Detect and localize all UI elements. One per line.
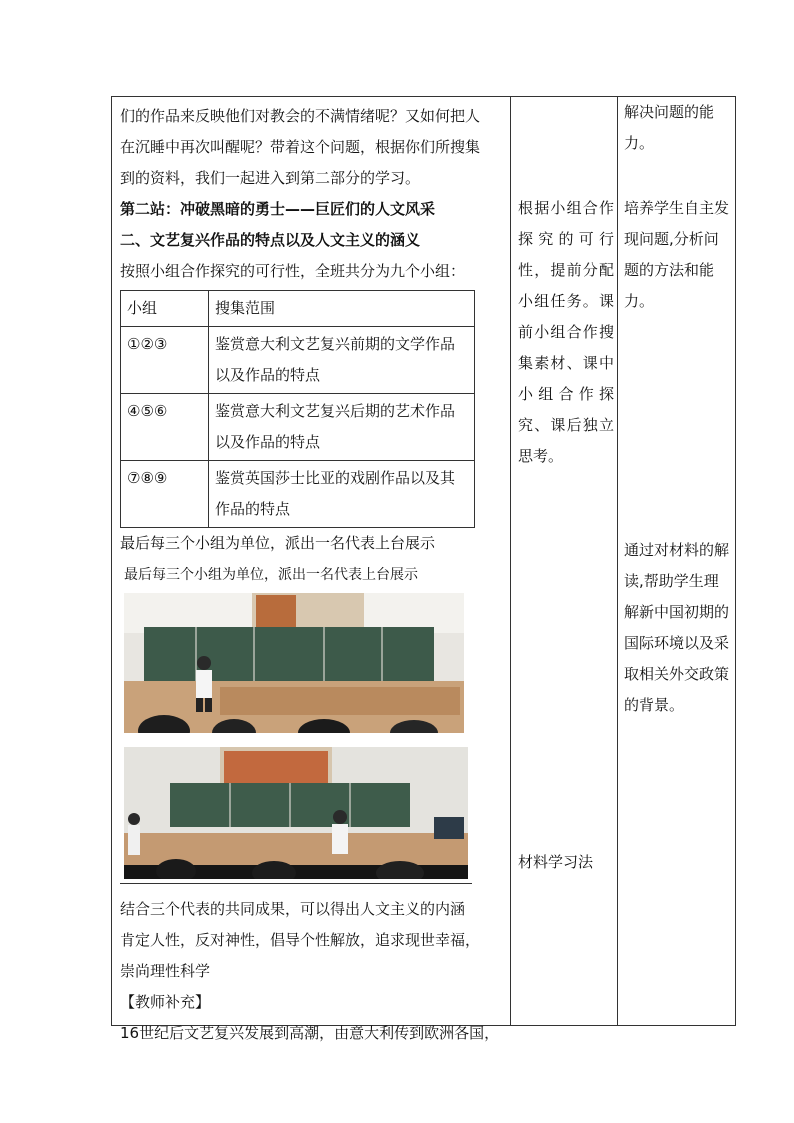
group-cell: ④⑤⑥ — [121, 394, 209, 461]
header-group: 小组 — [121, 291, 209, 327]
summary-line-3: 崇尚理性科学 — [120, 962, 211, 980]
last-line: 16世纪后文艺复兴发展到高潮，由意大利传到欧洲各国， — [120, 1024, 500, 1042]
station-title: 第二站：冲破黑暗的勇士——巨匠们的人文风采 — [120, 200, 436, 218]
classroom-photo-2 — [124, 747, 468, 879]
scope-cell: 鉴赏英国莎士比亚的戏剧作品以及其作品的特点 — [209, 461, 475, 528]
goal-text-1: 培养学生自主发现问题,分析问题的方法和能力。 — [624, 199, 730, 310]
classroom-photo-1-drawing — [124, 593, 464, 733]
intro-line-3: 到的资料，我们一起进入到第二部分的学习。 — [120, 169, 421, 187]
intro-line-2: 在沉睡中再次叫醒呢？带着这个问题，根据你们所搜集 — [120, 138, 481, 156]
goal-text-2: 通过对材料的解读,帮助学生理解新中国初期的国际环境以及采取相关外交政策的背景。 — [624, 541, 730, 714]
lesson-plan-table — [111, 96, 736, 1042]
method-text-2: 材料学习法 — [518, 853, 594, 871]
summary-line-1: 结合三个代表的共同成果，可以得出人文主义的内涵 — [120, 900, 466, 918]
scope-cell: 鉴赏意大利文艺复兴前期的文学作品以及作品的特点 — [209, 327, 475, 394]
scope-cell: 鉴赏意大利文艺复兴后期的艺术作品以及作品的特点 — [209, 394, 475, 461]
header-scope: 搜集范围 — [209, 291, 475, 327]
group-intro: 按照小组合作探究的可行性，全班共分为九个小组： — [120, 262, 466, 280]
classroom-photo-1 — [124, 593, 464, 733]
table-row — [121, 461, 475, 528]
table-row — [121, 327, 475, 394]
column-divider-2 — [617, 97, 618, 1025]
goal-text-0: 解决问题的能力。 — [624, 103, 715, 152]
teacher-note-heading: 【教师补充】 — [120, 993, 211, 1011]
teaching-process-column — [120, 101, 512, 1049]
group-cell: ⑦⑧⑨ — [121, 461, 209, 528]
photo-underline — [120, 883, 472, 884]
method-text-1: 根据小组合作探究的可行性，提前分配小组任务。课前小组合作搜集素材、课中小组合作探究、课后独立思考。 — [518, 199, 614, 465]
group-table — [120, 290, 475, 528]
group-table-header — [121, 291, 475, 327]
table-row — [121, 394, 475, 461]
photo-caption: 最后每三个小组为单位，派出一名代表上台展示 — [124, 567, 418, 583]
section-title: 二、文艺复兴作品的特点以及人文主义的涵义 — [120, 231, 421, 249]
classroom-photo-2-drawing — [124, 747, 468, 879]
group-cell: ①②③ — [121, 327, 209, 394]
intro-line-1: 们的作品来反映他们对教会的不满情绪呢？又如何把人 — [120, 107, 481, 125]
after-table-text: 最后每三个小组为单位，派出一名代表上台展示 — [120, 534, 436, 552]
summary-line-2: 肯定人性，反对神性，倡导个性解放，追求现世幸福， — [120, 931, 481, 949]
